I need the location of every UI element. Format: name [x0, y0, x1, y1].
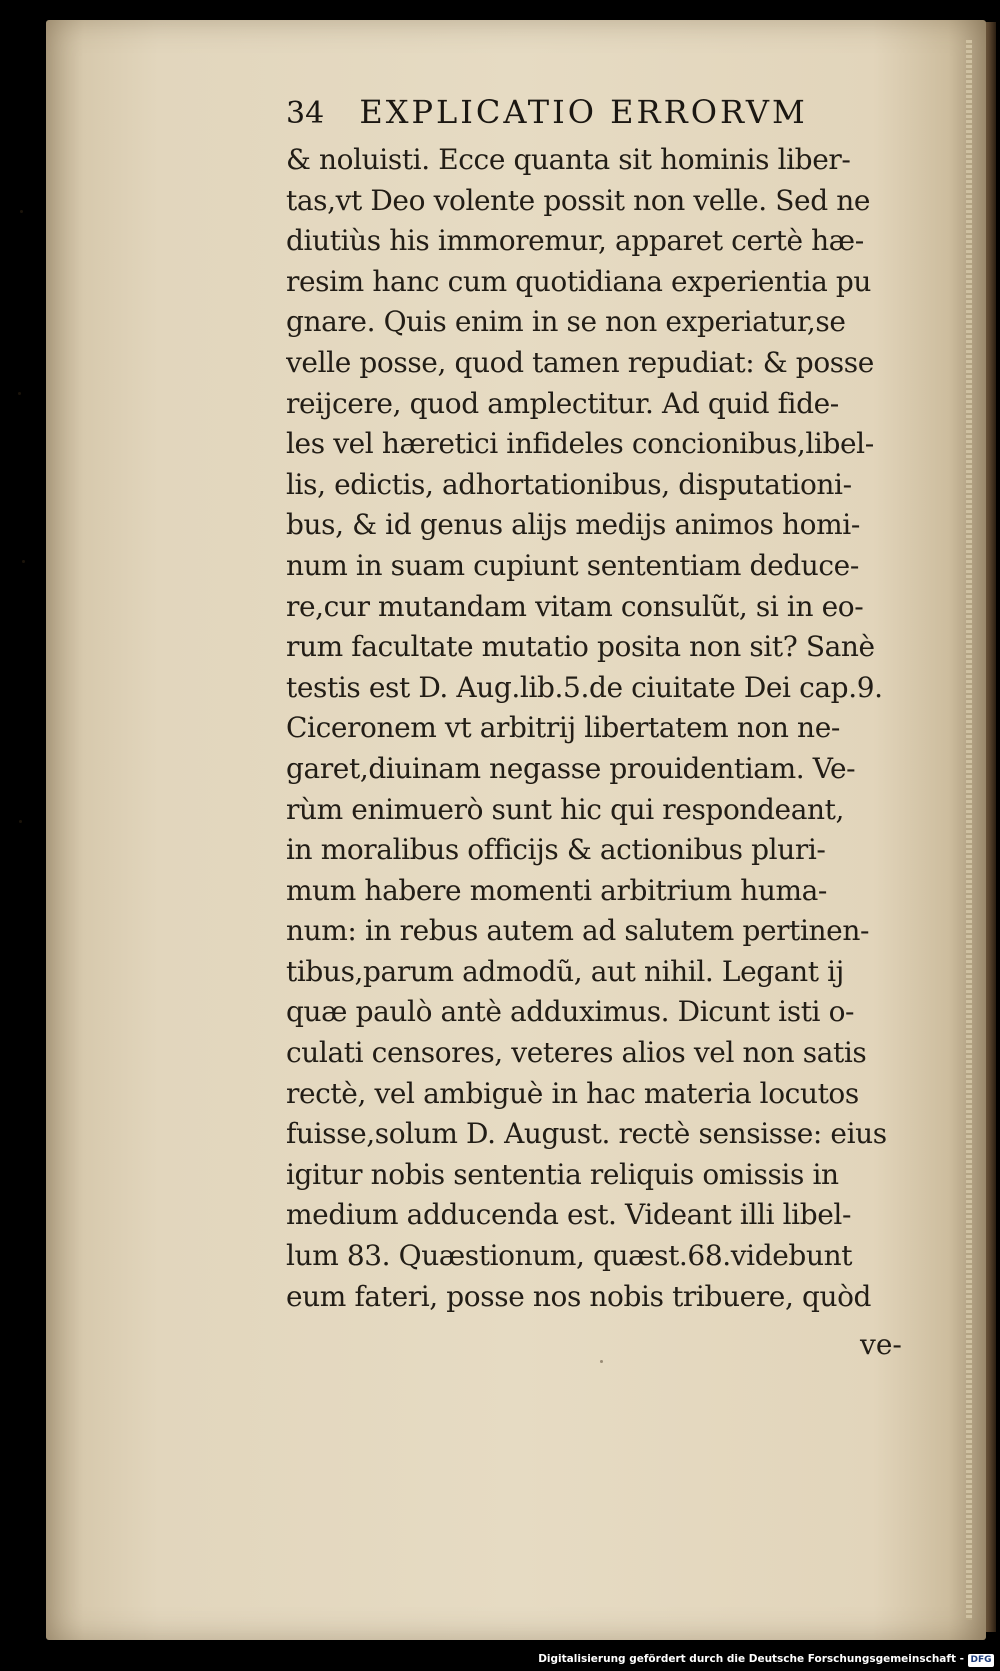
page-number: 34: [286, 96, 325, 131]
page-leaf-edges: [966, 40, 972, 1620]
running-head-title: EXPLICATIO ERRORVM: [359, 93, 808, 131]
text-line: & noluisti. Ecce quanta sit hominis liber-: [286, 143, 851, 176]
text-line: velle posse, quod tamen repudiat: & posse: [286, 345, 874, 379]
running-head: [286, 93, 906, 137]
text-line: mum habere momenti arbitrium huma-: [286, 873, 827, 907]
margin-speck: [22, 560, 25, 563]
text-line: fuisse,solum D. August. rectè sensisse: eius: [286, 1117, 887, 1151]
text-line: Ciceronem vt arbitrij libertatem non ne-: [286, 711, 840, 745]
text-line: re,cur mutandam vitam consulũt, si in eo-: [286, 589, 864, 623]
footer-credit: Digitalisierung gefördert durch die Deutsche Forschungsgemeinschaft -: [538, 1653, 964, 1665]
text-line: rum facultate mutatio posita non sit? Sanè: [286, 630, 875, 664]
margin-speck: [19, 820, 22, 823]
text-line: reijcere, quod amplectitur. Ad quid fide-: [286, 386, 839, 420]
text-line: in moralibus officijs & actionibus pluri-: [286, 833, 826, 867]
dfg-logo-icon: DFG: [968, 1654, 994, 1667]
text-line: diutiùs his immoremur, apparet certè hæ-: [286, 224, 864, 258]
text-line: lis, edictis, adhortationibus, disputationi-: [286, 467, 852, 501]
paper-speck: [600, 1360, 603, 1363]
body-text: [286, 140, 926, 1317]
text-line: tibus,parum admodũ, aut nihil. Legant ij: [286, 954, 844, 988]
text-line: num in suam cupiunt sententiam deduce-: [286, 548, 859, 582]
text-line: medium adducenda est. Videant illi libel-: [286, 1198, 852, 1232]
text-line: culati censores, veteres alios vel non satis: [286, 1036, 867, 1070]
text-line: bus, & id genus alijs medijs animos homi-: [286, 508, 860, 542]
text-line: lum 83. Quæstionum, quæst.68.videbunt: [286, 1239, 853, 1273]
margin-speck: [20, 210, 23, 213]
text-line: num: in rebus autem ad salutem pertinen-: [286, 914, 870, 948]
text-line: quæ paulò antè adduximus. Dicunt isti o-: [286, 995, 855, 1029]
text-line: tas,vt Deo volente possit non velle. Sed ne: [286, 183, 871, 217]
text-line: les vel hæretici infideles concionibus,libel-: [286, 427, 874, 461]
margin-speck: [18, 392, 21, 395]
text-line: testis est D. Aug.lib.5.de ciuitate Dei cap.9.: [286, 670, 883, 704]
text-line: gnare. Quis enim in se non experiatur,se: [286, 305, 846, 339]
text-line: rectè, vel ambiguè in hac materia locutos: [286, 1076, 859, 1110]
text-line: igitur nobis sententia reliquis omissis in: [286, 1157, 839, 1191]
text-line: rùm enimuerò sunt hic qui respondeant,: [286, 792, 845, 826]
text-line: resim hanc cum quotidiana experientia pu: [286, 264, 872, 298]
text-line: garet,diuinam negasse prouidentiam. Ve-: [286, 751, 856, 785]
catchword: ve-: [860, 1328, 902, 1361]
text-line: eum fateri, posse nos nobis tribuere, quòd: [286, 1279, 872, 1313]
